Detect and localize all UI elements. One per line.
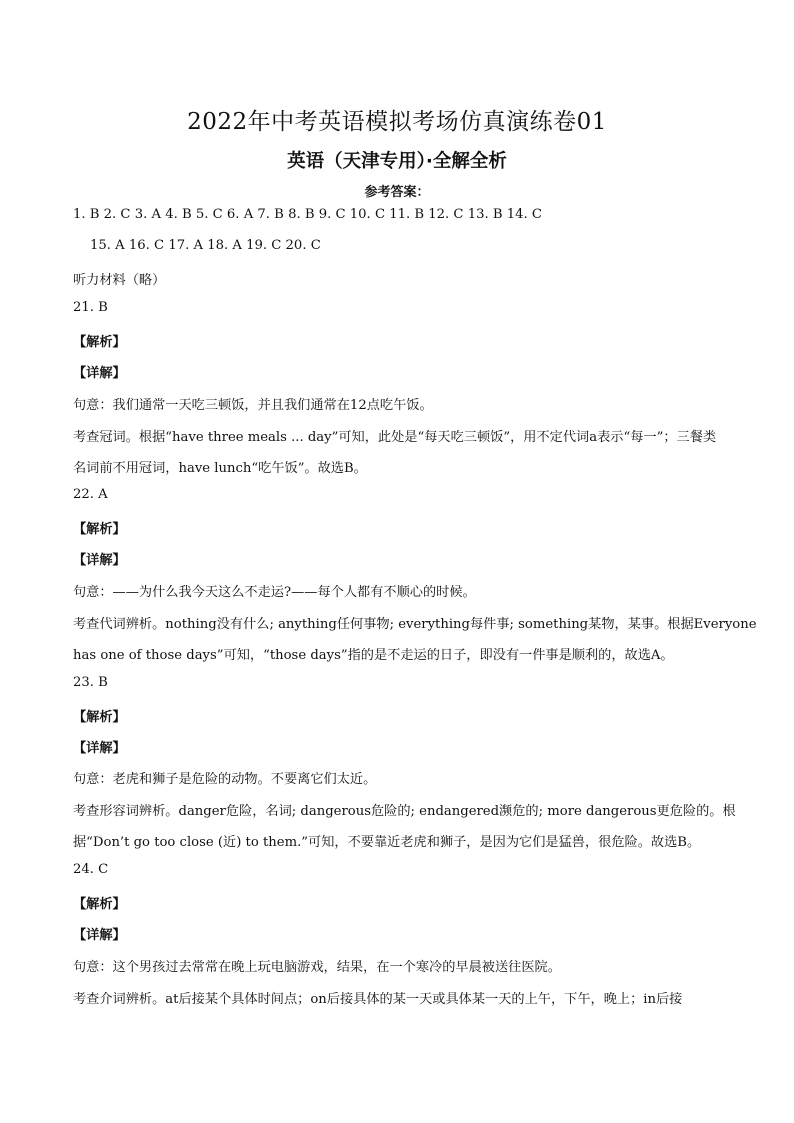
- explanation-line: 考查形容词辨析。danger危险，名词; dangerous危险的; endangered濒危的; more dangerous更危险的。根: [73, 804, 736, 819]
- analysis-label: 【解析】: [73, 522, 126, 537]
- listening-note: 听力材料（略）: [73, 273, 166, 288]
- answer-key-line-1: 1. B 2. C 3. A 4. B 5. C 6. A 7. B 8. B 9. C 10. C 11. B 12. C 13. B 14. C: [73, 207, 543, 222]
- sentence-meaning: 句意：老虎和狮子是危险的动物。不要离它们太近。: [73, 772, 377, 787]
- question-number: 24. C: [73, 862, 109, 877]
- detail-label: 【详解】: [73, 366, 126, 381]
- explanation-line: 考查介词辨析。at后接某个具体时间点；on后接具体的某一天或具体某一天的上午，下午，晚上；in后接: [73, 992, 683, 1007]
- analysis-label: 【解析】: [73, 335, 126, 350]
- page-title: 2022年中考英语模拟考场仿真演练卷01: [187, 109, 607, 135]
- sentence-meaning: 句意：——为什么我今天这么不走运?——每个人都有不顺心的时候。: [73, 585, 476, 600]
- question-number: 23. B: [73, 675, 108, 690]
- question-number: 21. B: [73, 300, 108, 315]
- sentence-meaning: 句意：这个男孩过去常常在晚上玩电脑游戏，结果，在一个寒冷的早晨被送往医院。: [73, 960, 561, 975]
- analysis-label: 【解析】: [73, 710, 126, 725]
- explanation-line: has one of those days”可知，“those days”指的是不走运的日子，即没有一件事是顺利的，故选A。: [73, 648, 674, 663]
- answer-key-line-2: 15. A 16. C 17. A 18. A 19. C 20. C: [90, 238, 321, 253]
- question-number: 22. A: [73, 487, 108, 502]
- explanation-line: 考查冠词。根据“have three meals ... day”可知，此处是“每天吃三顿饭”，用不定代词a表示“每一”；三餐类: [73, 430, 717, 445]
- explanation-line: 据“Don’t go too close (近) to them.”可知，不要靠近老虎和狮子，是因为它们是猛兽，很危险。故选B。: [73, 835, 701, 850]
- sentence-meaning: 句意：我们通常一天吃三顿饭，并且我们通常在12点吃午饭。: [73, 398, 433, 413]
- analysis-label: 【解析】: [73, 897, 126, 912]
- detail-label: 【详解】: [73, 741, 126, 756]
- explanation-line: 名词前不用冠词，have lunch“吃午饭”。故选B。: [73, 461, 367, 476]
- detail-label: 【详解】: [73, 928, 126, 943]
- page-subtitle: 英语（天津专用）·全解全析: [287, 151, 507, 172]
- explanation-line: 考查代词辨析。nothing没有什么; anything任何事物; everything每件事; something某物，某事。根据Everyone: [73, 617, 757, 632]
- detail-label: 【详解】: [73, 553, 126, 568]
- answers-heading: 参考答案：: [364, 185, 430, 200]
